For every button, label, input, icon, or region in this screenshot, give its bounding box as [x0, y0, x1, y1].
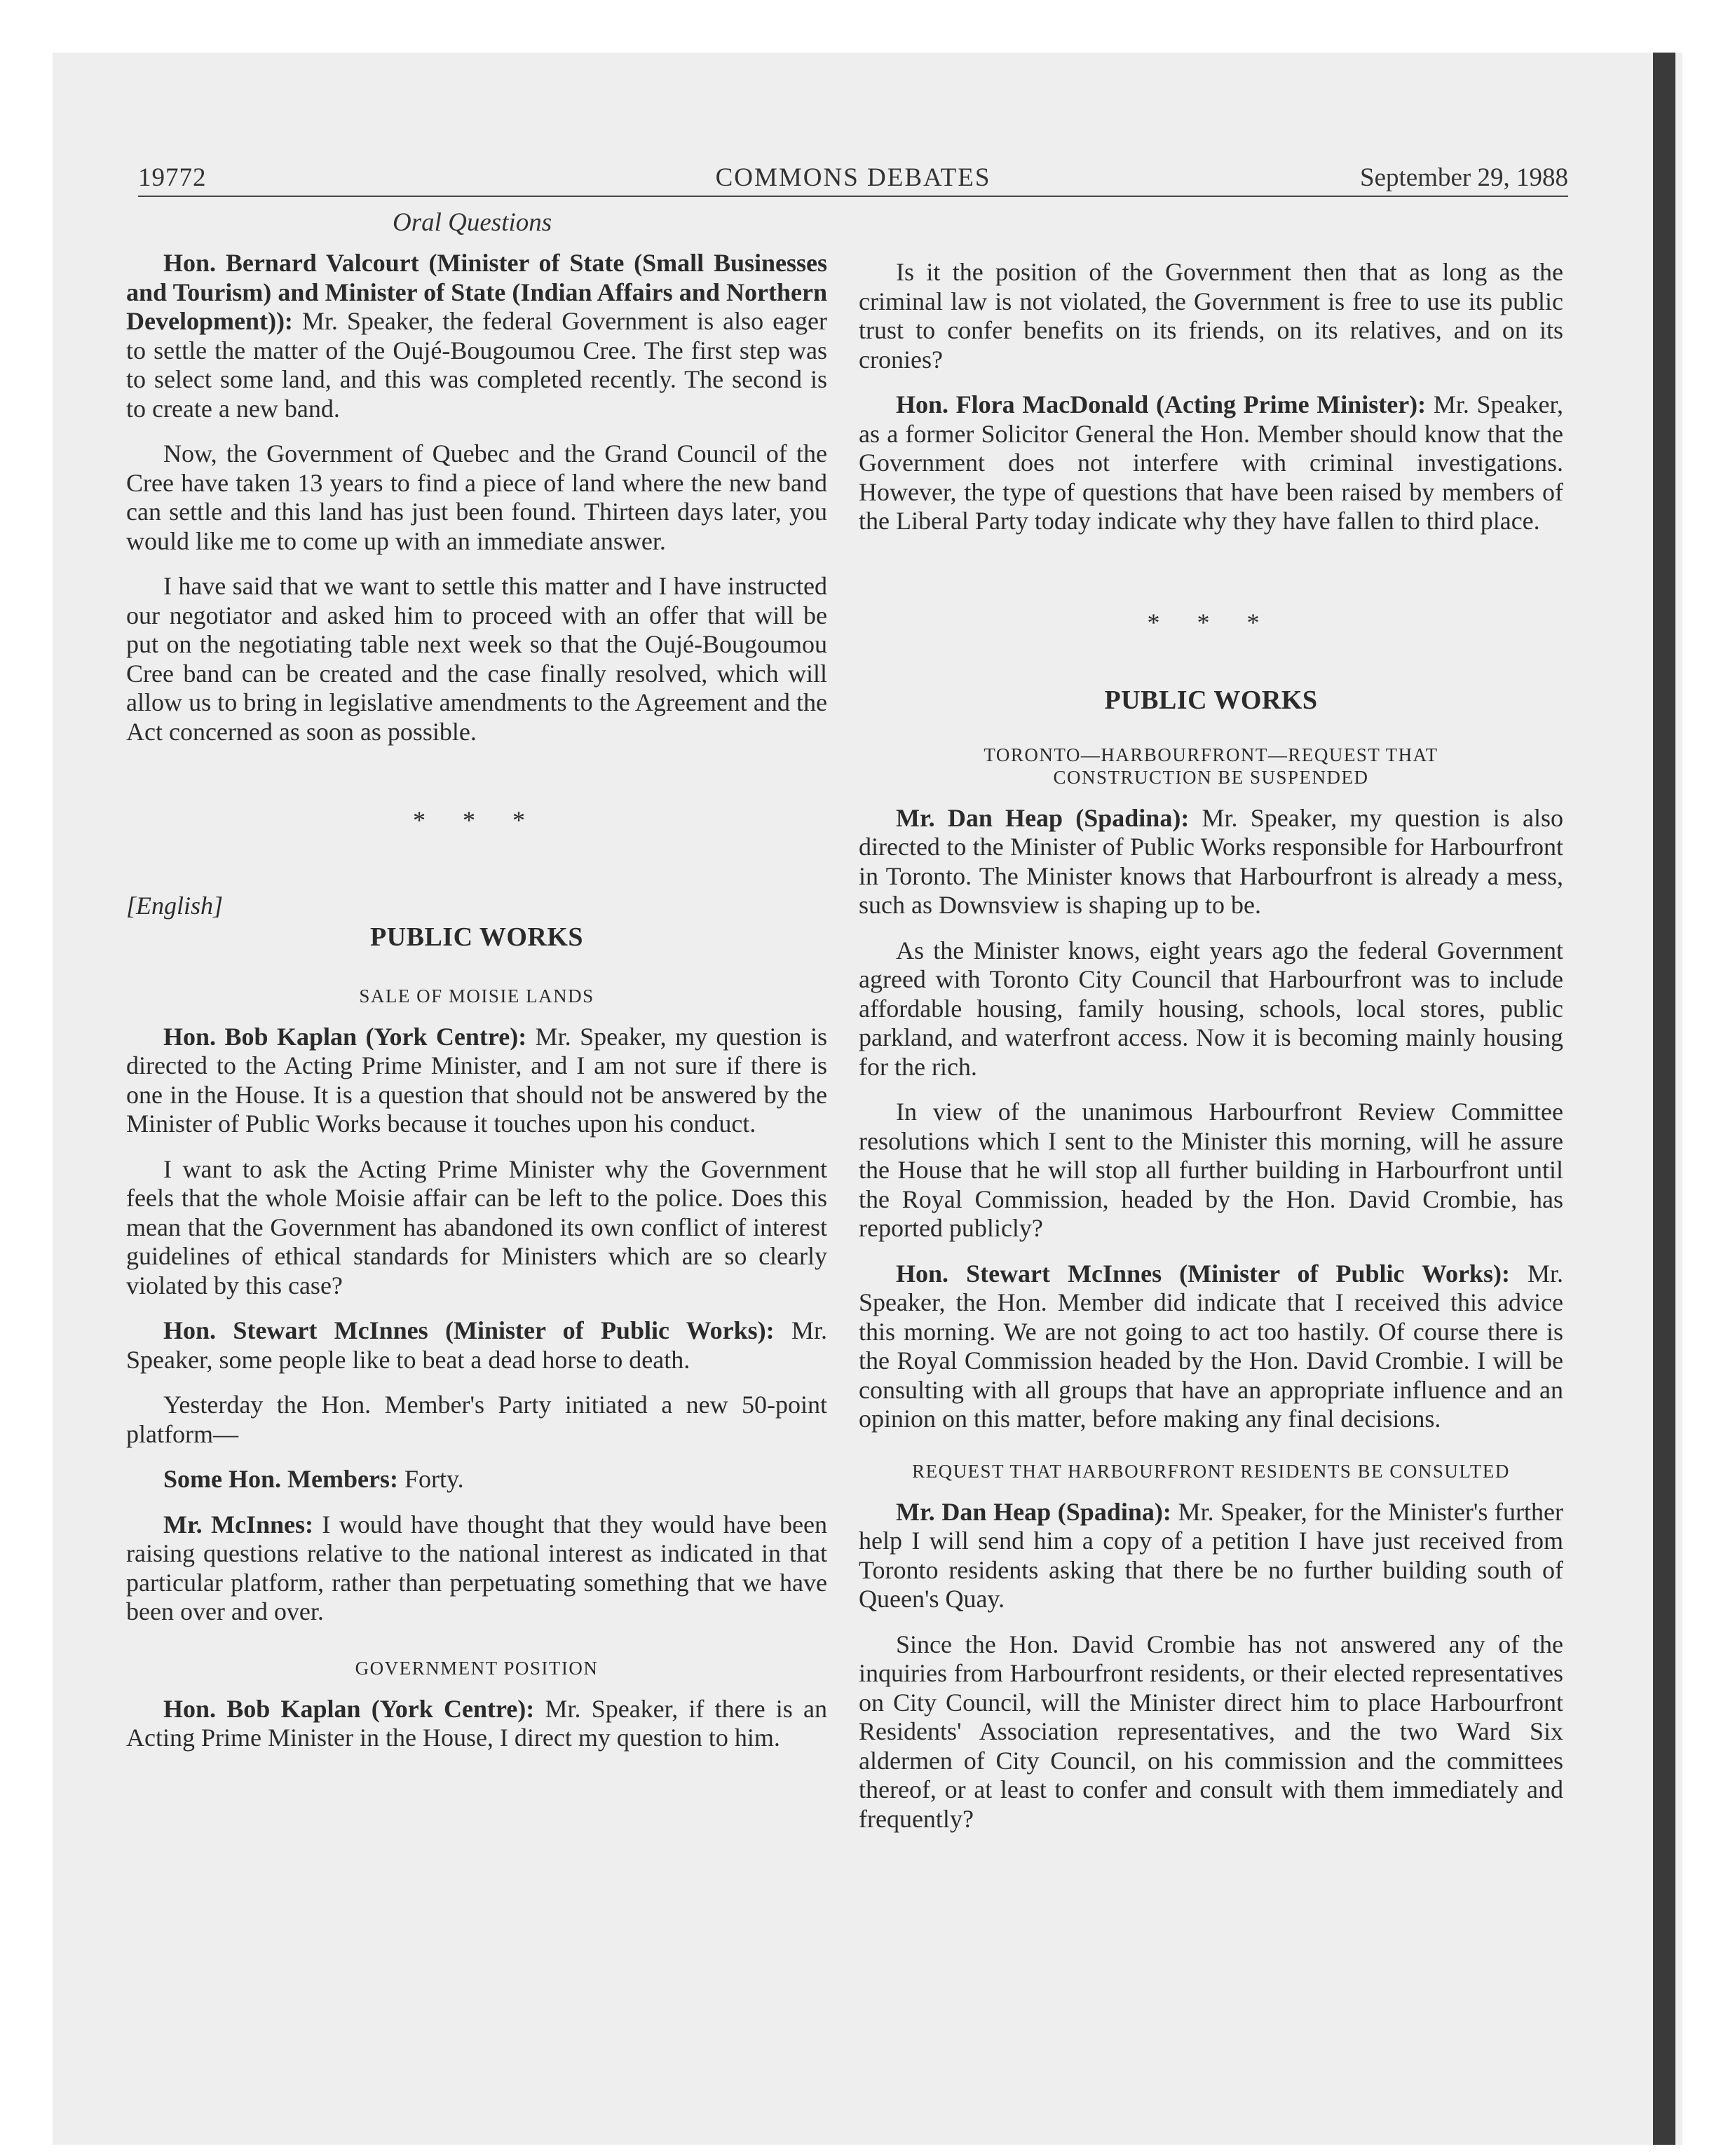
paragraph — [126, 1316, 827, 1374]
paragraph — [126, 249, 827, 423]
speaker-name: Hon. Flora MacDonald (Acting Prime Minister): — [896, 390, 1427, 418]
paragraph — [126, 1023, 827, 1139]
speaker-name: Hon. Stewart McInnes (Minister of Public Works): — [896, 1259, 1510, 1288]
speaker-name: Hon. Bob Kaplan (York Centre): — [163, 1022, 527, 1051]
paragraph — [859, 1260, 1563, 1434]
subheading: REQUEST THAT HARBOURFRONT RESIDENTS BE CONSULTED — [912, 1460, 1510, 1482]
speech-text: Mr. Speaker, the federal Government is also eager to settle the matter of the Oujé-Bougoumou Cree. The first step was to select some land, and this was completed recently. The second is to create a new band. — [126, 307, 827, 423]
paragraph: As the Minister knows, eight years ago the federal Government agreed with Toronto City Council that Harbourfront was to include affordable housing, family housing, schools, local stores, public parkland, and waterfront access. Now it is becoming mainly housing for the rich. — [859, 936, 1563, 1081]
paragraph: Since the Hon. David Crombie has not answered any of the inquiries from Harbourfront residents, or their elected representatives on City Council, will the Minister direct him to place Harbourfront Residents' Association representatives, and the two Ward Six aldermen of City Council, on his commission and the committees thereof, or at least to confer and consult with them immediately and frequently? — [859, 1630, 1563, 1833]
paragraph: Is it the position of the Government then that as long as the criminal law is not violated, the Government is free to use its public trust to confer benefits on its friends, on its relatives, and on its cronies? — [859, 258, 1563, 374]
page-number: 19772 — [138, 163, 207, 192]
speaker-name: Mr. McInnes: — [163, 1510, 313, 1538]
speaker-name: Some Hon. Members: — [163, 1465, 398, 1493]
speaker-name: Hon. Stewart McInnes (Minister of Public Works): — [163, 1316, 775, 1344]
speech-text: I would have thought that they would have been raising questions relative to the national interest as indicated in that particular platform, rather than perpetuating something that we have been over and over. — [126, 1510, 828, 1625]
section-break-stars: * * * — [413, 806, 540, 834]
speech-text: Mr. Speaker, my question is also directed to the Minister of Public Works responsible for Harbourfront in Toronto. The Minister knows that Harbourfront is already a mess, such as Downsview is shaping up to be. — [859, 803, 1563, 919]
paragraph: I have said that we want to settle this matter and I have instructed our negotiator and asked him to proceed with an offer that will be put on the negotiating table next week so that the Oujé-Bougoumou Cree band can be created and the case finally resolved, which will allow us to bring in legislative amendments to the Agreement and the Act concerned as soon as possible. — [126, 572, 827, 746]
paragraph — [859, 390, 1563, 536]
publication-title: COMMONS DEBATES — [715, 163, 991, 192]
subheading: GOVERNMENT POSITION — [355, 1657, 599, 1679]
paragraph — [126, 1510, 827, 1627]
section-heading: PUBLIC WORKS — [369, 922, 584, 952]
page-header — [138, 163, 1568, 198]
running-head: Oral Questions — [393, 208, 552, 237]
paragraph — [859, 804, 1563, 920]
scan-edge-shadow — [1653, 53, 1675, 2145]
speech-text: Forty. — [397, 1465, 464, 1493]
speech-text: Mr. Speaker, some people like to beat a dead horse to death. — [126, 1316, 828, 1374]
right-column — [859, 258, 1563, 1850]
paragraph: Yesterday the Hon. Member's Party initiated a new 50-point platform— — [126, 1391, 827, 1448]
paragraph: I want to ask the Acting Prime Minister why the Government feels that the whole Moisie affair can be left to the police. Does this mean that the Government has abandoned its own conflict of interest guidelines of ethical standards for Ministers which are so clearly violated by this case? — [126, 1154, 827, 1299]
paragraph: Now, the Government of Quebec and the Grand Council of the Cree have taken 13 years to find a piece of land where the new band can settle and this land has just been found. Thirteen days later, you would like me to come up with an immediate answer. — [126, 439, 827, 555]
speech-text: Mr. Speaker, my question is directed to the Acting Prime Minister, and I am not sure if there is one in the House. It is a question that should not be answered by the Minister of Public Works because it touches upon his conduct. — [126, 1022, 827, 1138]
speech-text: Mr. Speaker, as a former Solicitor General the Hon. Member should know that the Government does not interfere with criminal investigations. However, the type of questions that have been raised by members of the Liberal Party today indicate why they have fallen to third place. — [859, 390, 1564, 535]
section-break-stars: * * * — [1147, 608, 1275, 636]
section-heading: PUBLIC WORKS — [1104, 685, 1318, 715]
speaker-name: Mr. Dan Heap (Spadina): — [896, 1497, 1171, 1526]
speaker-name: Hon. Bernard Valcourt (Minister of State (Small Businesses and Tourism) and Minister of State (Indian Affairs and Northern Development)): — [126, 249, 827, 335]
speech-text: Mr. Speaker, for the Minister's further help I will send him a copy of a petition I have just received from Toronto residents asking that there be no further building south of Queen's Quay. — [859, 1497, 1564, 1613]
header-rule — [138, 196, 1568, 197]
language-marker: [English] — [126, 891, 224, 920]
paragraph: In view of the unanimous Harbourfront Review Committee resolutions which I sent to the Minister this morning, will he assure the House that he will stop all further building in Harbourfront until the Royal Commission, headed by the Hon. David Crombie, has reported publicly? — [859, 1098, 1563, 1242]
subheading: SALE OF MOISIE LANDS — [359, 985, 594, 1007]
speech-text: Mr. Speaker, the Hon. Member did indicate that I received this advice this morning. We are not going to act too hastily. Of course there is the Royal Commission headed by the Hon. David Crombie. I will be consulting with all groups that have an appropriate influence and an opinion on this matter, before making any final decisions. — [859, 1259, 1564, 1433]
left-column — [126, 249, 827, 1769]
speech-text: Mr. Speaker, if there is an Acting Prime Minister in the House, I direct my question to him. — [126, 1694, 827, 1752]
speaker-name: Mr. Dan Heap (Spadina): — [896, 803, 1190, 832]
paragraph — [859, 1498, 1563, 1614]
subheading: TORONTO—HARBOURFRONT—REQUEST THAT CONSTRUCTION BE SUSPENDED — [984, 744, 1438, 788]
speaker-name: Hon. Bob Kaplan (York Centre): — [163, 1694, 535, 1723]
paragraph — [126, 1695, 827, 1753]
page-date: September 29, 1988 — [1360, 163, 1568, 192]
paragraph — [126, 1465, 827, 1494]
